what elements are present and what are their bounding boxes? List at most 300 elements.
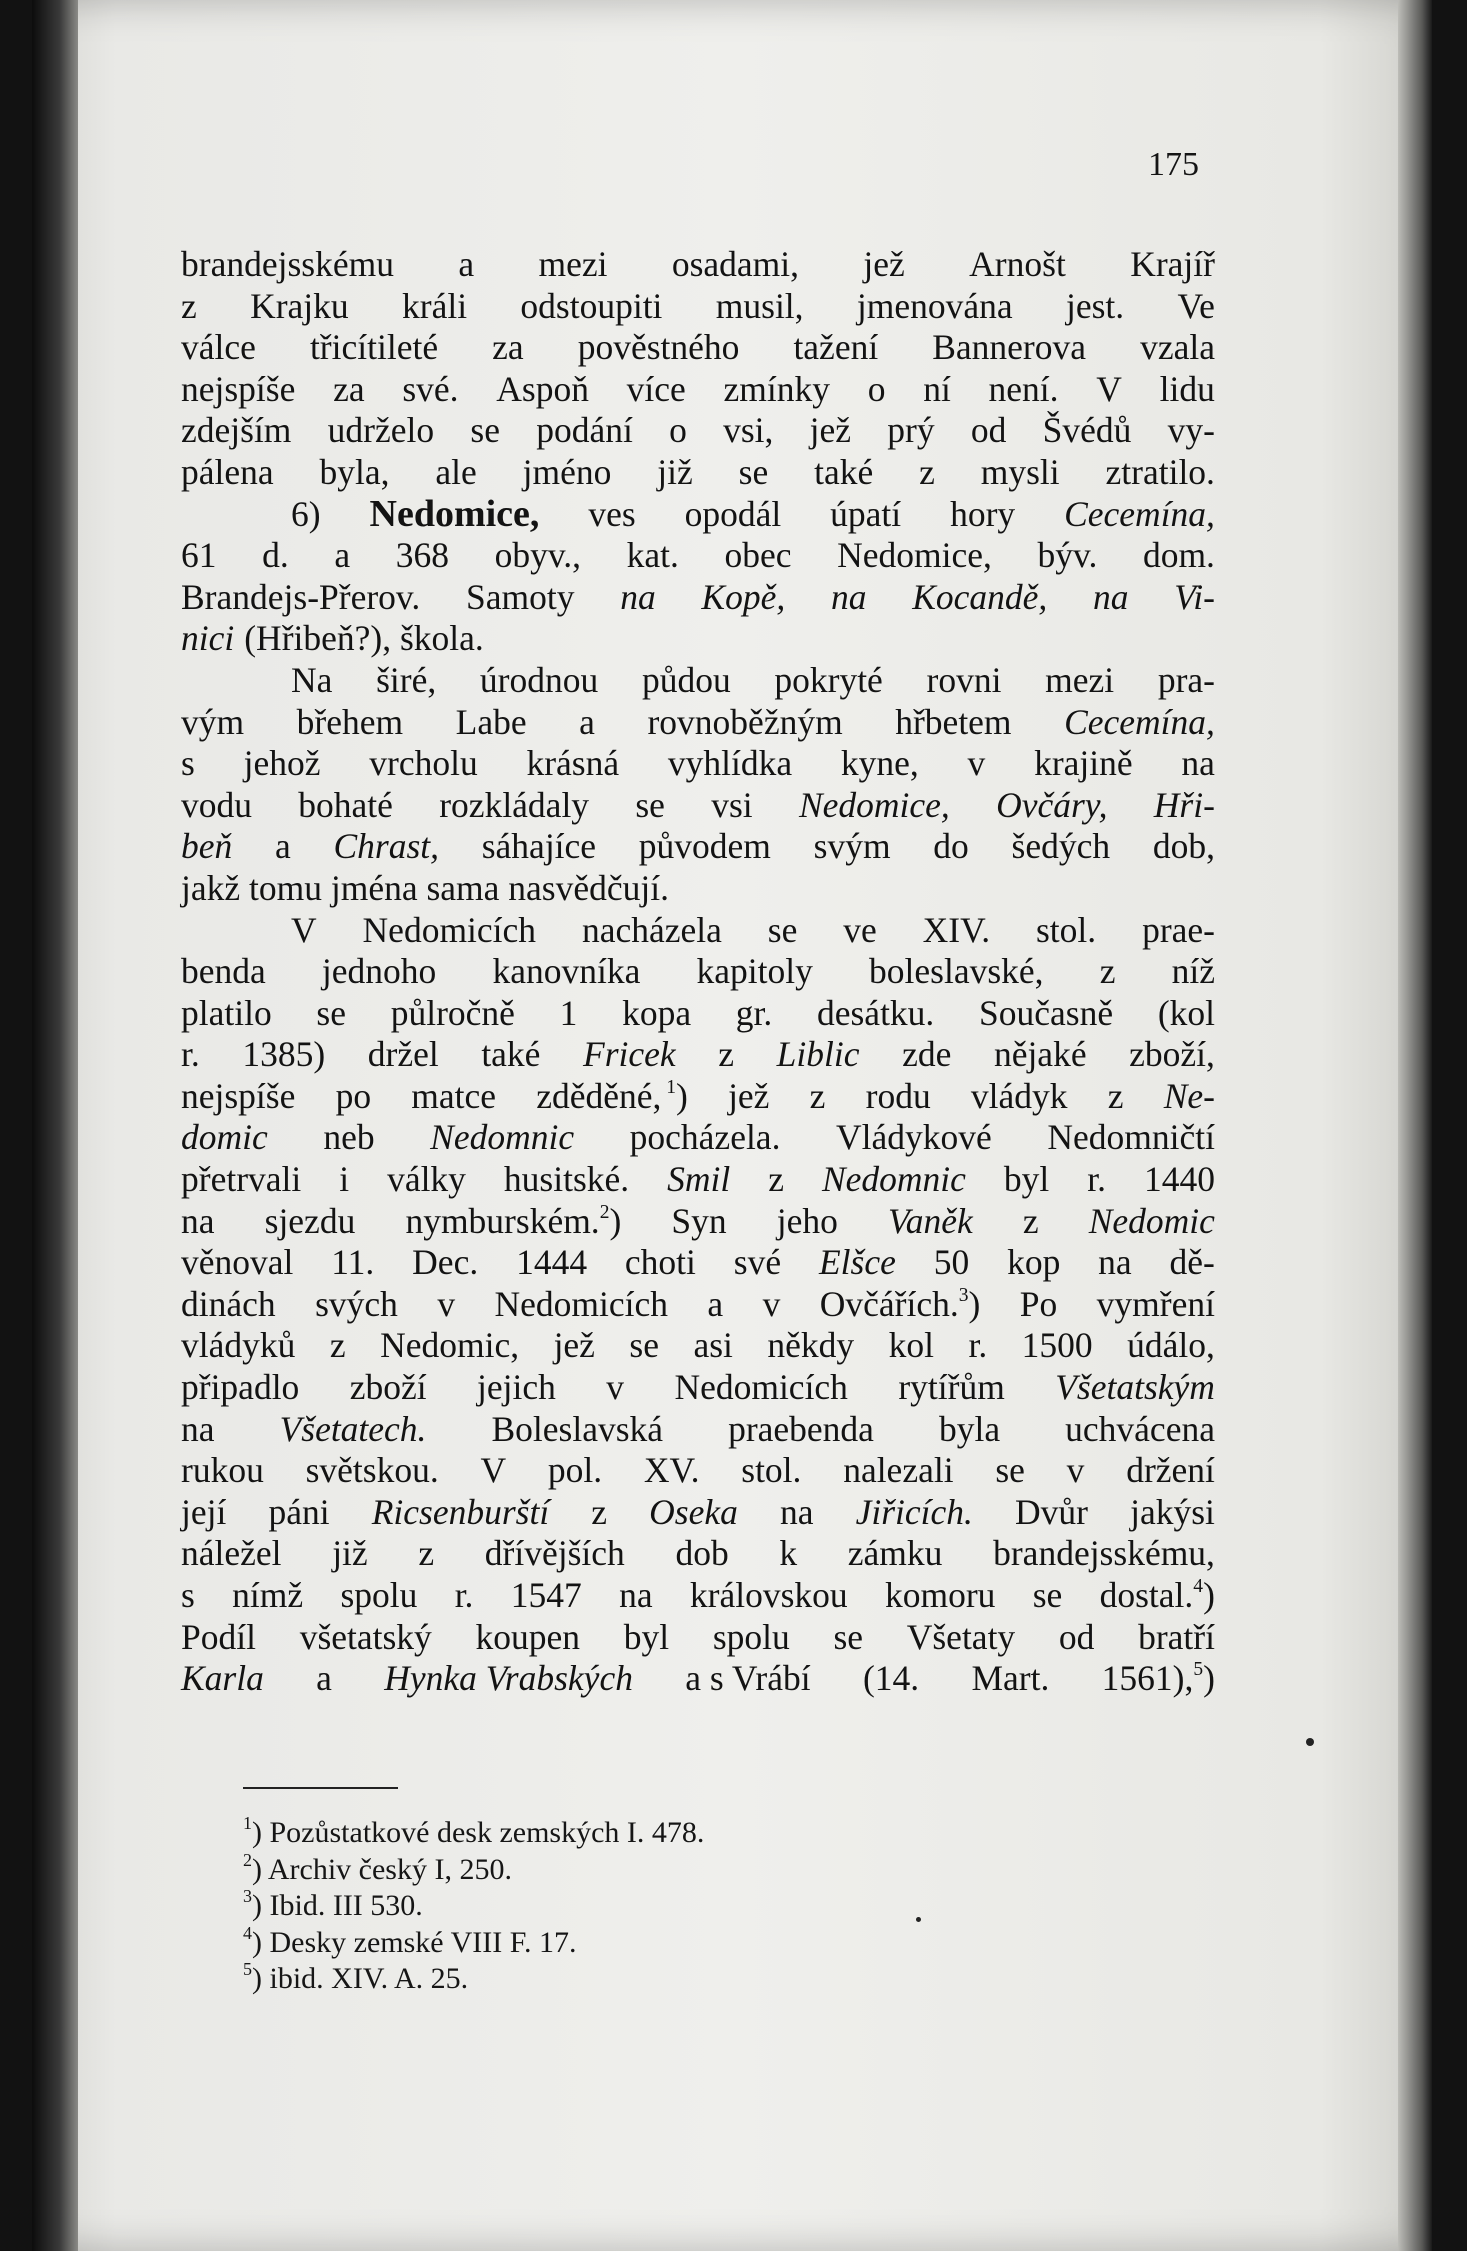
word: koupen <box>475 1616 581 1657</box>
footnote-mark: 5 <box>243 1959 252 1980</box>
word: gr. <box>735 992 773 1033</box>
word: vodu <box>181 784 252 825</box>
word: k <box>779 1533 798 1574</box>
word: jakž tomu jména sama nasvědčují. <box>181 867 669 908</box>
word: a <box>579 701 595 742</box>
footnote-text: Archiv český I, 250. <box>267 1852 512 1886</box>
word: jehož <box>243 743 321 784</box>
word: z <box>1099 951 1116 992</box>
word: pokryté <box>774 659 883 700</box>
word: zděděné, $^1$) <box>536 1075 688 1116</box>
word: býv. <box>1037 535 1098 576</box>
word: Mart. <box>971 1658 1050 1699</box>
word: původem <box>638 826 771 867</box>
word: zboží, <box>1129 1034 1215 1075</box>
word: Aspoň <box>496 368 589 409</box>
word: do <box>933 826 969 867</box>
word: Liblic <box>776 1034 860 1075</box>
word: (kol <box>1157 992 1215 1033</box>
word: nějaké <box>993 1034 1087 1075</box>
word: Nedomicích <box>494 1283 668 1324</box>
word: vým <box>181 701 245 742</box>
word: na <box>620 576 656 617</box>
word: pálena <box>181 451 274 492</box>
word: platilo <box>181 992 272 1033</box>
footnote-mark: 4 <box>243 1922 252 1943</box>
word: Cecemína, <box>1064 493 1215 534</box>
word: přetrvali <box>181 1159 302 1200</box>
word: tažení <box>793 327 879 368</box>
text-line <box>181 1409 1215 1451</box>
word: se <box>995 1450 1025 1491</box>
text-line <box>181 1284 1215 1326</box>
word: 50 <box>933 1242 970 1283</box>
word: s <box>181 1575 195 1615</box>
word: krajině <box>1034 743 1133 784</box>
word: jméno <box>522 451 612 492</box>
word: brandejsskému <box>181 244 394 284</box>
word: hory <box>950 493 1016 534</box>
word: své <box>733 1242 782 1283</box>
word: na <box>1098 1242 1132 1283</box>
word: mezi <box>538 244 608 284</box>
word: se <box>316 992 346 1033</box>
word: stol. <box>1035 909 1097 950</box>
word: půdou <box>641 659 731 700</box>
text-line <box>181 244 1215 286</box>
word: Současně <box>979 992 1114 1033</box>
word: rodu <box>865 1075 931 1116</box>
word: královskou <box>689 1575 848 1615</box>
word: rytířům <box>898 1367 1005 1408</box>
word: ve <box>843 909 877 950</box>
word: zdejším <box>181 410 292 451</box>
word: z <box>919 451 935 492</box>
word: z <box>329 1325 346 1366</box>
text-line <box>181 1159 1215 1201</box>
word: Labe <box>455 701 527 742</box>
word: na <box>181 1200 215 1241</box>
word: není. <box>988 368 1059 409</box>
word: 1440 <box>1143 1159 1215 1200</box>
word: a <box>707 1283 724 1324</box>
word: i <box>339 1159 350 1200</box>
footnote-mark: 1 <box>243 1813 252 1834</box>
word: vrcholu <box>369 743 478 784</box>
word: vymření <box>1096 1283 1215 1324</box>
word: Nedomice, <box>798 784 950 825</box>
word: jež <box>553 1325 595 1366</box>
word: rozkládaly <box>439 784 590 825</box>
page-number: 175 <box>1148 146 1199 183</box>
footnote-rule <box>243 1787 398 1789</box>
word: obyv., <box>494 535 582 576</box>
word: jež <box>728 1075 770 1116</box>
word: 1561),$^5$) <box>1101 1658 1215 1699</box>
word: udrželo <box>327 410 435 451</box>
word: v <box>762 1283 781 1324</box>
word: z <box>768 1159 784 1200</box>
word: půlročně <box>390 992 515 1033</box>
footnotes <box>243 1815 704 1998</box>
word: jež <box>809 410 852 451</box>
word: kopa <box>622 992 692 1033</box>
word: Ne- <box>1163 1075 1215 1116</box>
word: po <box>335 1075 372 1116</box>
word: dostal.$^4$) <box>1099 1575 1215 1615</box>
word: Nedomic <box>1088 1200 1215 1241</box>
word: Vaněk <box>887 1200 973 1241</box>
text-line <box>181 993 1215 1035</box>
word: dob, <box>1152 826 1215 867</box>
text-line <box>181 910 1215 952</box>
word: Nedomničtí <box>1047 1117 1215 1158</box>
word: svým <box>813 826 891 867</box>
word: Samoty <box>465 576 575 617</box>
word: šedých <box>1011 826 1111 867</box>
word: matce <box>411 1075 497 1116</box>
word: choti <box>624 1242 696 1283</box>
footnote-text: Desky zemské VIII F. 17. <box>269 1925 577 1959</box>
footnote-text: ibid. XIV. A. 25. <box>269 1962 469 1995</box>
text-line <box>181 1533 1215 1575</box>
word: r. <box>1087 1159 1106 1200</box>
word: od <box>1058 1616 1095 1657</box>
text-line <box>181 702 1215 744</box>
word: asi <box>693 1325 733 1366</box>
word: držení <box>1126 1450 1215 1491</box>
word: z <box>809 1075 826 1116</box>
word: z <box>591 1491 608 1532</box>
word: pra- <box>1157 659 1215 700</box>
word: Podíl <box>181 1616 256 1657</box>
speck-mark <box>916 1917 921 1922</box>
text-line <box>181 452 1215 494</box>
text-line <box>181 410 1215 452</box>
footnote-ref: 3 <box>958 1285 969 1307</box>
word: V <box>1096 368 1122 409</box>
word: 1444 <box>516 1242 588 1283</box>
word: na <box>1093 576 1129 617</box>
text-line <box>181 1325 1215 1367</box>
word: války <box>387 1159 466 1200</box>
word: nímž <box>232 1575 304 1615</box>
text-line <box>181 1617 1215 1659</box>
word: vládyků <box>181 1325 296 1366</box>
word: také <box>481 1034 541 1075</box>
word: její <box>181 1491 227 1532</box>
word: Ovčářích.$^3$) <box>819 1283 981 1324</box>
word: s <box>181 743 195 784</box>
word: jednoho <box>321 951 437 992</box>
text-line <box>181 1242 1215 1284</box>
text-line <box>181 494 1215 536</box>
word: rovni <box>926 659 1002 700</box>
word: již <box>657 451 693 492</box>
word: (Hřibeň?), škola. <box>244 618 484 659</box>
word: 1 <box>559 992 578 1033</box>
text-line <box>181 1492 1215 1534</box>
word: z <box>1107 1075 1124 1116</box>
text-line <box>181 1367 1215 1409</box>
word: 6) <box>291 493 321 534</box>
word: Všetaty <box>906 1616 1016 1657</box>
footnote-mark: 2 <box>243 1849 252 1870</box>
text-line <box>181 1658 1215 1700</box>
word: Nedomice, <box>837 535 992 576</box>
word: Nedomnic <box>821 1159 966 1200</box>
word: 1385) <box>242 1034 326 1075</box>
word: byl <box>1003 1159 1050 1200</box>
word: Nedomicích <box>674 1367 848 1408</box>
word: svých <box>315 1283 398 1324</box>
word: spolu <box>340 1575 418 1615</box>
text-line <box>181 286 1215 328</box>
word: a <box>334 535 351 576</box>
word: údálo, <box>1127 1325 1215 1366</box>
word: břehem <box>296 701 404 742</box>
word: kapitoly <box>696 951 813 992</box>
word: vzala <box>1140 327 1215 368</box>
word: brandejsskému, <box>993 1533 1215 1574</box>
word: Elšce <box>818 1242 896 1283</box>
word: vyhlídka <box>667 743 793 784</box>
word: osadami, <box>671 244 800 284</box>
word: Hynka Vrabských <box>384 1658 633 1699</box>
word: musil, <box>715 285 804 326</box>
word: beň <box>181 826 233 867</box>
word: V <box>480 1450 507 1491</box>
text-line <box>181 1201 1215 1243</box>
footnote-item: $^4$) Desky zemské VIII F. 17. <box>243 1922 577 1959</box>
word: husitské. <box>503 1159 630 1200</box>
word: Bannerova <box>932 327 1087 368</box>
word: dob <box>675 1533 729 1574</box>
text-line <box>181 618 1215 660</box>
page-spine-shadow <box>32 0 78 2251</box>
word: prý <box>887 410 935 451</box>
word: 1500 <box>1021 1325 1093 1366</box>
word: se <box>833 1616 864 1657</box>
word: nalezali <box>843 1450 954 1491</box>
word: hřbetem <box>895 701 1012 742</box>
word: Nedomic, <box>380 1325 520 1366</box>
word: vsi <box>711 784 753 825</box>
word: jeho <box>776 1200 838 1241</box>
word: Krajku <box>250 285 349 326</box>
word: se <box>738 451 769 492</box>
word: se <box>1032 1575 1063 1615</box>
word: a s Vrábí <box>685 1658 811 1699</box>
word: rovnoběžným <box>647 701 843 742</box>
word: o <box>669 410 687 451</box>
word: Boleslavská <box>491 1408 664 1449</box>
word: Syn <box>671 1200 727 1241</box>
word: pol. <box>547 1450 603 1491</box>
word: uchvácena <box>1065 1408 1215 1449</box>
word: byla, <box>319 451 390 492</box>
word: v <box>606 1367 625 1408</box>
word: komoru <box>884 1575 996 1615</box>
text-line <box>181 743 1215 785</box>
word: XV. <box>643 1450 700 1491</box>
word: krásná <box>526 743 620 784</box>
word: nejspíše <box>181 1075 296 1116</box>
word: odstoupiti <box>520 285 663 326</box>
word: od <box>970 410 1007 451</box>
word: Všetatech. <box>279 1408 427 1449</box>
word: Kopě, <box>701 576 786 617</box>
word: také <box>814 451 874 492</box>
footnote-text: Pozůstatkové desk zemských I. 478. <box>269 1816 705 1849</box>
word: dřívějších <box>484 1533 625 1574</box>
word: Nedomice, <box>369 492 540 535</box>
word: Dec. <box>412 1242 479 1283</box>
word: již <box>332 1533 368 1574</box>
word: sáhajíce <box>481 826 597 867</box>
word: Ricsenburští <box>371 1491 550 1532</box>
word: Oseka <box>649 1491 738 1532</box>
word: d. <box>262 535 289 576</box>
word: ale <box>435 451 477 492</box>
word: z <box>418 1533 435 1574</box>
word: válce <box>181 327 256 368</box>
word: boleslavské, <box>869 951 1044 992</box>
word: se <box>470 410 500 451</box>
word: níž <box>1171 951 1215 992</box>
word: v <box>967 743 986 784</box>
word: králi <box>402 285 468 326</box>
word: XIV. <box>922 909 991 950</box>
word: někdy <box>767 1325 855 1366</box>
word: V <box>291 909 317 950</box>
word: kyne, <box>840 743 919 784</box>
word: a <box>274 826 291 867</box>
footnote-ref: 4 <box>1193 1576 1204 1598</box>
word: v <box>437 1283 456 1324</box>
word: r. <box>454 1575 474 1615</box>
word: Arnošt <box>969 244 1066 284</box>
word: se <box>767 909 798 950</box>
word: byl <box>623 1616 670 1657</box>
word: kol <box>888 1325 934 1366</box>
word: kanovníka <box>492 951 641 992</box>
text-line <box>181 327 1215 369</box>
word: v <box>1066 1450 1085 1491</box>
word: rukou <box>181 1450 264 1491</box>
word: desátku. <box>816 992 935 1033</box>
word: zde <box>902 1034 952 1075</box>
text-line <box>181 1117 1215 1159</box>
word: zboží <box>349 1367 427 1408</box>
word: dě- <box>1169 1242 1215 1283</box>
word: byla <box>939 1408 1001 1449</box>
word: zmínky <box>723 368 831 409</box>
word: náležel <box>181 1533 282 1574</box>
word: vsi, <box>723 410 774 451</box>
text-line <box>181 1575 1215 1617</box>
word: jest. <box>1065 285 1125 326</box>
word: své. <box>402 368 459 409</box>
footnote-item: $^2$) Archiv český I, 250. <box>243 1849 512 1886</box>
word: se <box>635 784 665 825</box>
word: Nedomicích <box>362 909 537 950</box>
word: úpatí <box>830 493 902 534</box>
word: pocházela. <box>629 1117 781 1158</box>
word: páni <box>268 1491 330 1532</box>
word: Ve <box>1177 285 1215 326</box>
word: Hři- <box>1153 784 1215 825</box>
word: všetatský <box>299 1616 432 1657</box>
word: praebenda <box>728 1408 874 1449</box>
word: dinách <box>181 1283 276 1324</box>
word: širé, <box>376 659 437 700</box>
word: nejspíše <box>181 368 296 409</box>
word: za <box>492 327 524 368</box>
word: a <box>458 244 475 284</box>
word: pověstného <box>577 327 740 368</box>
word: spolu <box>712 1616 790 1657</box>
word: prae- <box>1142 909 1215 950</box>
word: sjezdu <box>264 1200 356 1241</box>
word: připadlo <box>181 1367 300 1408</box>
word: vy- <box>1167 410 1215 451</box>
word: bohaté <box>298 784 393 825</box>
word: 368 <box>395 535 449 576</box>
word: ní <box>923 368 951 409</box>
word: Cecemína, <box>1064 701 1215 742</box>
text-line <box>181 1076 1215 1118</box>
word: Kocandě, <box>912 576 1048 617</box>
word: jakýsi <box>1130 1491 1215 1532</box>
word: dom. <box>1142 535 1215 576</box>
word: bratří <box>1138 1616 1215 1657</box>
word: a <box>316 1658 332 1699</box>
word: se <box>629 1325 659 1366</box>
word: ztratilo. <box>1105 451 1215 492</box>
footnote-item: $^5$) ibid. XIV. A. 25. <box>243 1959 469 1995</box>
word: Na <box>291 659 333 700</box>
word: Švédů <box>1042 410 1132 451</box>
word: podání <box>536 410 633 451</box>
word: jež <box>863 244 905 284</box>
word: více <box>626 368 686 409</box>
text-line <box>181 660 1215 702</box>
word: (14. <box>862 1658 920 1699</box>
word: r. <box>968 1325 988 1366</box>
word: na <box>181 1408 215 1449</box>
word: kop <box>1007 1242 1061 1283</box>
word: zámku <box>847 1533 943 1574</box>
word: nici <box>181 618 235 659</box>
word: mezi <box>1045 659 1115 700</box>
word: obec <box>724 535 792 576</box>
text-line <box>181 369 1215 411</box>
word: Jiřicích. <box>855 1491 973 1532</box>
word: na <box>780 1491 814 1532</box>
word: Fricek <box>583 1034 676 1075</box>
word: za <box>333 368 365 409</box>
word: Po <box>1019 1283 1058 1324</box>
word: Ovčáry, <box>996 784 1108 825</box>
word: Karla <box>181 1658 264 1699</box>
footnote-item: $^1$) Pozůstatkové desk zemských I. 478. <box>243 1813 705 1849</box>
footnote-mark: 3 <box>243 1886 252 1907</box>
text-line <box>181 868 1215 910</box>
word: Všetatským <box>1055 1367 1215 1408</box>
word: kat. <box>626 535 679 576</box>
footnote-ref: 1 <box>661 1077 677 1099</box>
